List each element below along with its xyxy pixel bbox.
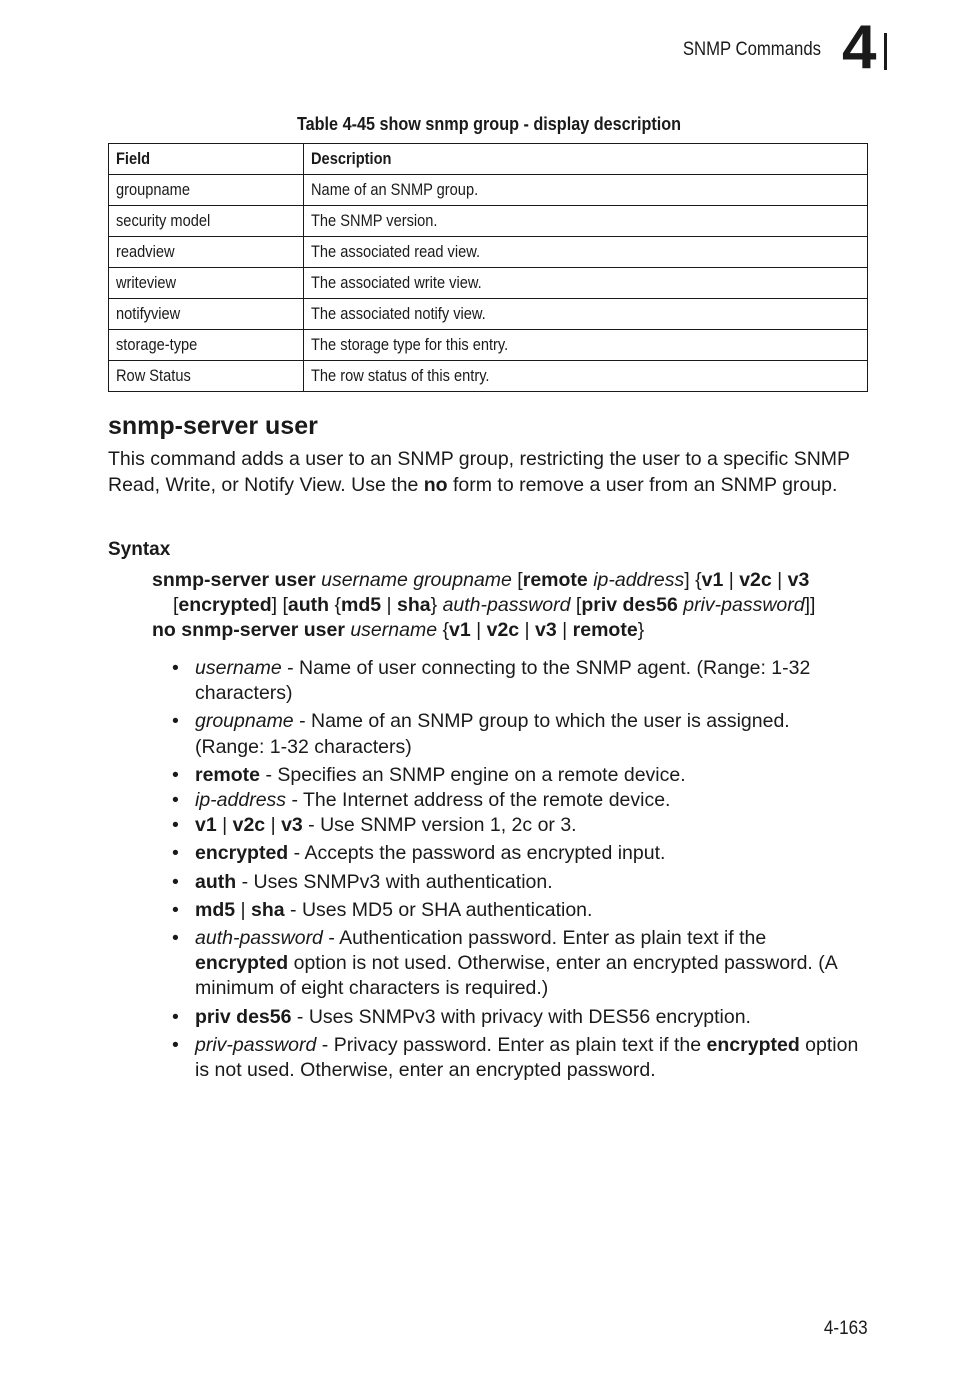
list-item [172, 788, 862, 813]
parameter-text: username [350, 619, 438, 641]
keyword-text: v3 [281, 814, 303, 837]
plain-text: | [381, 594, 398, 616]
plain-text: [ [511, 569, 523, 591]
section-title: snmp-server user [108, 412, 318, 440]
keyword-text: encrypted [178, 594, 272, 616]
keyword-text: auth [287, 594, 330, 616]
plain-text: - Accepts the password as encrypted input. [288, 842, 666, 865]
parameter-list [172, 656, 862, 1083]
keyword-text: priv des56 [195, 1005, 292, 1028]
keyword-text: sha [251, 898, 285, 921]
plain-text: - Name of user connecting to the SNMP agent. (Range: 1-32 characters) [195, 657, 811, 705]
plain-text: - Specifies an SNMP engine on a remote device. [260, 763, 686, 786]
field-cell: storage-type [109, 330, 304, 361]
description-cell: The row status of this entry. [304, 361, 868, 392]
chapter-tab-bar [884, 33, 887, 70]
table-row [109, 206, 868, 237]
table-row [109, 361, 868, 392]
plain-text: - The Internet address of the remote device. [286, 789, 671, 812]
table-caption: Table 4-45 show snmp group - display description [296, 114, 682, 134]
plain-text: option is not used. Otherwise, enter an encrypted password. [195, 1033, 859, 1082]
description-cell: The SNMP version. [304, 206, 868, 237]
keyword-text: sha [397, 594, 431, 616]
parameter-text: ip-address [195, 789, 287, 812]
list-item [172, 1033, 862, 1083]
field-cell: readview [109, 237, 304, 268]
plain-text: | [723, 569, 740, 591]
plain-text: [ [173, 594, 179, 616]
plain-text: [ [570, 594, 582, 616]
syntax-line [152, 568, 872, 593]
parameter-text: priv-password [195, 1033, 317, 1056]
plain-text: option is not used. Otherwise, enter an encrypted password. (A minimum of eight characters is required.) [195, 952, 837, 1000]
plain-text: - Authentication password. Enter as plain text if the [322, 927, 767, 950]
plain-text: | [519, 619, 536, 641]
list-item [172, 813, 862, 838]
parameter-text: auth-password [195, 927, 323, 950]
description-table [108, 143, 868, 392]
plain-text: - Uses SNMPv3 with authentication. [236, 870, 553, 893]
keyword-text: v3 [535, 619, 557, 641]
keyword-text: priv des56 [581, 594, 678, 616]
plain-text: } [430, 594, 443, 616]
plain-text: | [235, 898, 252, 921]
description-cell: The associated notify view. [304, 299, 868, 330]
plain-text: | [771, 569, 788, 591]
table-row [109, 237, 868, 268]
plain-text: | [265, 814, 282, 837]
plain-text: - Name of an SNMP group to which the user is assigned. (Range: 1-32 characters) [195, 710, 790, 758]
keyword-text: remote [522, 569, 588, 591]
keyword-text: v2c [739, 569, 772, 591]
table-row [109, 299, 868, 330]
description-cell: The storage type for this entry. [304, 330, 868, 361]
syntax-line [152, 618, 872, 643]
list-item [172, 841, 862, 866]
plain-text: { [437, 619, 449, 641]
table-header-row [109, 144, 868, 175]
field-cell: writeview [109, 268, 304, 299]
keyword-text: no snmp-server user [152, 619, 345, 641]
list-item [172, 1005, 862, 1030]
parameter-text: priv-password [683, 594, 805, 616]
keyword-text: v2c [486, 619, 520, 641]
table-row [109, 268, 868, 299]
list-item [172, 870, 862, 895]
plain-text: | [470, 619, 487, 641]
plain-text: | [556, 619, 573, 641]
description-cell: The associated read view. [304, 237, 868, 268]
syntax-line [152, 593, 872, 618]
no-keyword: no [423, 473, 448, 496]
field-cell: Row Status [109, 361, 304, 392]
keyword-text: auth [195, 870, 237, 893]
chapter-number: 4 [842, 13, 875, 82]
parameter-text: username groupname [321, 569, 512, 591]
syntax-block [152, 568, 872, 643]
list-item [172, 709, 862, 759]
keyword-text: v3 [787, 569, 810, 591]
keyword-text: encrypted [706, 1033, 800, 1056]
table-body [109, 175, 868, 392]
list-item [172, 656, 862, 706]
list-item [172, 898, 862, 923]
table-row [109, 330, 868, 361]
field-cell: security model [109, 206, 304, 237]
plain-text: ] { [684, 569, 702, 591]
list-item [172, 763, 862, 788]
keyword-text: remote [572, 619, 638, 641]
table-row [109, 175, 868, 206]
keyword-text: snmp-server user [152, 569, 316, 591]
parameter-text: ip-address [593, 569, 685, 591]
parameter-text: groupname [195, 710, 294, 733]
page-number: 4-163 [824, 1318, 868, 1339]
plain-text: - Privacy password. Enter as plain text if the [316, 1033, 707, 1056]
plain-text: | [216, 814, 233, 837]
keyword-text: md5 [195, 898, 236, 921]
keyword-text: md5 [341, 594, 382, 616]
field-cell: notifyview [109, 299, 304, 330]
list-item [172, 926, 862, 1002]
plain-text: - Use SNMP version 1, 2c or 3. [302, 814, 577, 837]
section-description: This command adds a user to an SNMP group, restricting the user to a specific SNMP Read, Write, or Notify View. Use the no form to remove a user from an SNMP group. [108, 448, 850, 496]
parameter-text: username [195, 657, 282, 679]
keyword-text: encrypted [195, 842, 289, 865]
column-header-description: Description [304, 144, 868, 175]
field-cell: groupname [109, 175, 304, 206]
plain-text: { [329, 594, 341, 616]
keyword-text: v2c [232, 814, 266, 837]
keyword-text: v1 [448, 619, 471, 641]
column-header-field: Field [109, 144, 304, 175]
plain-text: } [637, 619, 645, 641]
plain-text: ]] [804, 594, 816, 616]
keyword-text: v1 [701, 569, 724, 591]
plain-text: - Uses SNMPv3 with privacy with DES56 encryption. [291, 1005, 751, 1028]
description-cell: The associated write view. [304, 268, 868, 299]
syntax-heading: Syntax [108, 539, 171, 560]
keyword-text: v1 [195, 814, 217, 837]
parameter-text: auth-password [442, 594, 571, 616]
plain-text: ] [ [271, 594, 288, 616]
plain-text: - Uses MD5 or SHA authentication. [284, 898, 593, 921]
keyword-text: remote [195, 763, 261, 786]
keyword-text: encrypted [195, 952, 289, 975]
running-header-title: SNMP Commands [682, 39, 821, 60]
description-cell: Name of an SNMP group. [304, 175, 868, 206]
